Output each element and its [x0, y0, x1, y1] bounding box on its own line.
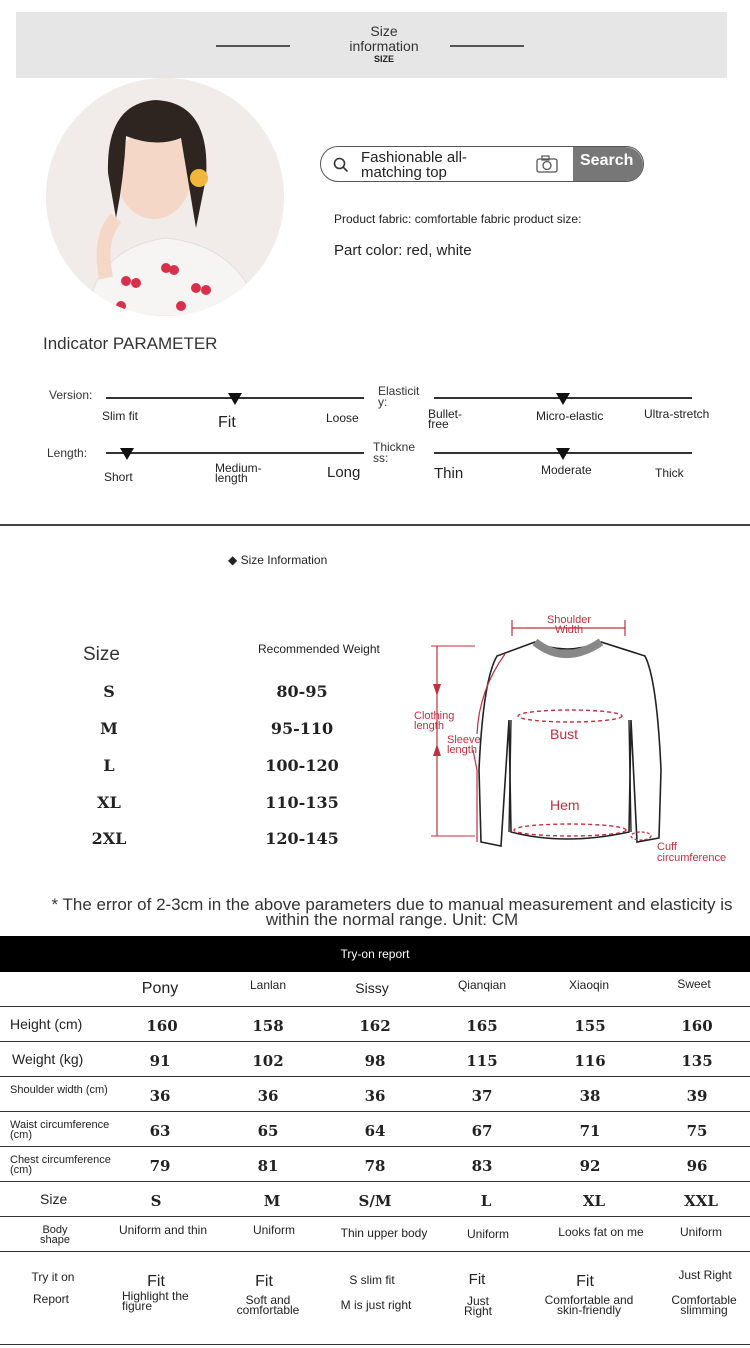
- model-name: Sissy: [355, 980, 389, 996]
- thickness-option-thin: Thin: [434, 465, 464, 482]
- product-fabric: Product fabric: comfortable fabric product size:: [334, 212, 582, 226]
- model-name: Xiaoqin: [568, 978, 610, 992]
- model-name: Sweet: [677, 977, 711, 991]
- row-label-height: Height (cm): [10, 1016, 83, 1032]
- table-cell: XL: [582, 1192, 606, 1210]
- thickness-option-thick: Thick: [655, 466, 684, 480]
- table-cell: S/M: [358, 1192, 392, 1210]
- size-row-size: 2XL: [91, 829, 127, 848]
- table-cell: Looks fat on me: [558, 1225, 644, 1239]
- length-marker: [120, 448, 134, 460]
- sleeve-length-label: Sleeve length: [447, 734, 481, 756]
- try-top: Fit: [147, 1273, 165, 1290]
- table-cell: 79: [149, 1157, 171, 1175]
- search-input[interactable]: Fashionable all-matching top: [361, 149, 467, 181]
- version-option-loose: Loose: [326, 411, 359, 425]
- search-button[interactable]: Search: [573, 147, 643, 182]
- table-cell: 165: [466, 1017, 498, 1035]
- product-color: Part color: red, white: [334, 242, 472, 259]
- row-label-waist: Waist circumference (cm): [10, 1119, 110, 1141]
- length-option-long: Long: [327, 464, 361, 481]
- table-rule: [0, 1076, 750, 1077]
- table-cell: 102: [252, 1052, 284, 1070]
- elasticity-option-ultra: Ultra-stretch: [644, 407, 710, 421]
- row-label-shoulder: Shoulder width (cm): [10, 1084, 108, 1096]
- try-bottom: M is just right: [340, 1298, 412, 1312]
- size-row-size: M: [100, 719, 118, 738]
- size-info-heading: ◆ Size Information: [228, 553, 328, 567]
- table-cell: 98: [364, 1052, 386, 1070]
- try-bottom: Soft and comfortable: [236, 1293, 300, 1317]
- elasticity-marker: [556, 393, 570, 405]
- hem-label: Hem: [550, 797, 580, 813]
- try-bottom: Comfortable slimming: [671, 1293, 737, 1317]
- clothing-length-label: Clothing length: [414, 710, 455, 732]
- length-option-medium: Medium-length: [215, 461, 262, 485]
- table-cell: 116: [574, 1052, 606, 1070]
- table-cell: 65: [257, 1122, 279, 1140]
- table-cell: 67: [471, 1122, 493, 1140]
- bust-label: Bust: [550, 726, 579, 742]
- table-rule: [0, 1006, 750, 1007]
- elasticity-option-micro: Micro-elastic: [536, 409, 604, 423]
- section-divider: [0, 524, 750, 526]
- shoulder-width-label: Shoulder Width: [546, 614, 592, 636]
- row-label-chest: Chest circumference (cm): [10, 1154, 111, 1176]
- measurement-note: * The error of 2-3cm in the above parameters due to manual measurement and elasticity is within the normal range. Unit: CM: [51, 895, 733, 929]
- thickness-marker: [556, 448, 570, 460]
- model-name: Lanlan: [249, 978, 287, 992]
- search-bar[interactable]: [320, 146, 644, 182]
- size-column-header: Size: [83, 644, 120, 665]
- model-name: Qianqian: [457, 978, 507, 992]
- try-top: Fit: [255, 1273, 273, 1290]
- elasticity-option-bullet-free: Bullet-free: [428, 407, 463, 431]
- model-photo-illustration: [46, 78, 284, 316]
- table-cell: 155: [574, 1017, 606, 1035]
- table-cell: XXL: [684, 1192, 718, 1210]
- banner-subtitle: SIZE: [373, 54, 394, 64]
- row-label-body-shape: Body shape: [40, 1224, 70, 1246]
- table-cell: 160: [146, 1017, 178, 1035]
- table-cell: 36: [257, 1087, 279, 1105]
- try-top: S slim fit: [349, 1273, 395, 1287]
- try-bottom: Comfortable and skin-friendly: [544, 1293, 634, 1317]
- table-cell: 37: [471, 1087, 493, 1105]
- camera-icon[interactable]: [536, 155, 558, 173]
- table-cell: Uniform: [252, 1223, 295, 1237]
- table-rule: [0, 1041, 750, 1042]
- search-icon: [333, 157, 349, 173]
- table-cell: 78: [364, 1157, 386, 1175]
- table-cell: 83: [471, 1157, 493, 1175]
- version-label: Version:: [49, 388, 93, 402]
- size-row-weight: 80-95: [276, 682, 328, 701]
- table-cell: 135: [681, 1052, 713, 1070]
- table-cell: 36: [149, 1087, 171, 1105]
- table-cell: 38: [579, 1087, 601, 1105]
- size-row-weight: 100-120: [265, 756, 339, 775]
- table-cell: 39: [686, 1087, 708, 1105]
- model-name: Pony: [141, 980, 179, 997]
- size-row-weight: 110-135: [265, 793, 339, 812]
- banner-title: Size information: [349, 23, 419, 54]
- row-label-size: Size: [40, 1191, 68, 1207]
- thickness-option-moderate: Moderate: [541, 463, 592, 477]
- table-rule: [0, 1111, 750, 1112]
- weight-column-header: Recommended Weight: [258, 642, 380, 656]
- try-bottom: Highlight the figure: [122, 1289, 189, 1313]
- table-cell: 75: [686, 1122, 708, 1140]
- version-option-fit: Fit: [218, 414, 236, 431]
- version-marker: [228, 393, 242, 405]
- table-cell: Thin upper body: [340, 1226, 428, 1240]
- table-cell: 92: [579, 1157, 601, 1175]
- table-cell: M: [263, 1192, 281, 1210]
- table-cell: 160: [681, 1017, 713, 1035]
- size-row-size: L: [103, 756, 115, 775]
- table-rule: [0, 1146, 750, 1147]
- length-label: Length:: [47, 446, 88, 460]
- length-scale: [106, 452, 364, 454]
- row-label-report: Report: [32, 1292, 70, 1306]
- size-info-banner: [16, 12, 727, 78]
- table-cell: Uniform and thin: [118, 1223, 208, 1237]
- table-rule: [0, 1251, 750, 1252]
- size-row-weight: 120-145: [265, 829, 339, 848]
- table-cell: 115: [466, 1052, 498, 1070]
- table-cell: Uniform: [466, 1227, 509, 1241]
- size-row-weight: 95-110: [270, 719, 334, 738]
- thickness-label: Thickness:: [373, 440, 416, 465]
- try-bottom: Just Right: [463, 1294, 492, 1318]
- row-label-try-it-on: Try it on: [31, 1270, 75, 1284]
- row-label-weight: Weight (kg): [12, 1051, 84, 1067]
- table-cell: 91: [149, 1052, 171, 1070]
- table-cell: 36: [364, 1087, 386, 1105]
- try-on-report-header: Try-on report: [0, 936, 750, 972]
- model-photo: [46, 78, 284, 316]
- table-cell: 63: [149, 1122, 171, 1140]
- try-top: Fit: [576, 1273, 594, 1290]
- table-cell: 96: [686, 1157, 708, 1175]
- table-cell: Uniform: [679, 1225, 722, 1239]
- table-cell: S: [150, 1192, 162, 1210]
- try-on-table: [0, 972, 750, 1348]
- table-cell: 158: [252, 1017, 284, 1035]
- try-top: Fit: [468, 1271, 486, 1288]
- version-option-slim: Slim fit: [102, 409, 138, 423]
- table-cell: 162: [359, 1017, 391, 1035]
- size-row-size: XL: [97, 793, 121, 812]
- table-rule: [0, 1344, 750, 1345]
- length-option-short: Short: [104, 470, 133, 484]
- table-cell: 64: [364, 1122, 386, 1140]
- cuff-label: Cuff circumference: [657, 841, 727, 864]
- try-top: Just Right: [678, 1268, 732, 1282]
- banner-line-left: [216, 45, 290, 47]
- banner-line-right: [450, 45, 524, 47]
- table-cell: 71: [579, 1122, 601, 1140]
- table-rule: [0, 1216, 750, 1217]
- table-cell: L: [480, 1192, 492, 1210]
- size-row-size: S: [103, 682, 115, 701]
- indicator-title: Indicator PARAMETER: [43, 334, 218, 353]
- table-rule: [0, 1181, 750, 1182]
- table-cell: 81: [257, 1157, 279, 1175]
- elasticity-label: Elasticity:: [378, 384, 420, 409]
